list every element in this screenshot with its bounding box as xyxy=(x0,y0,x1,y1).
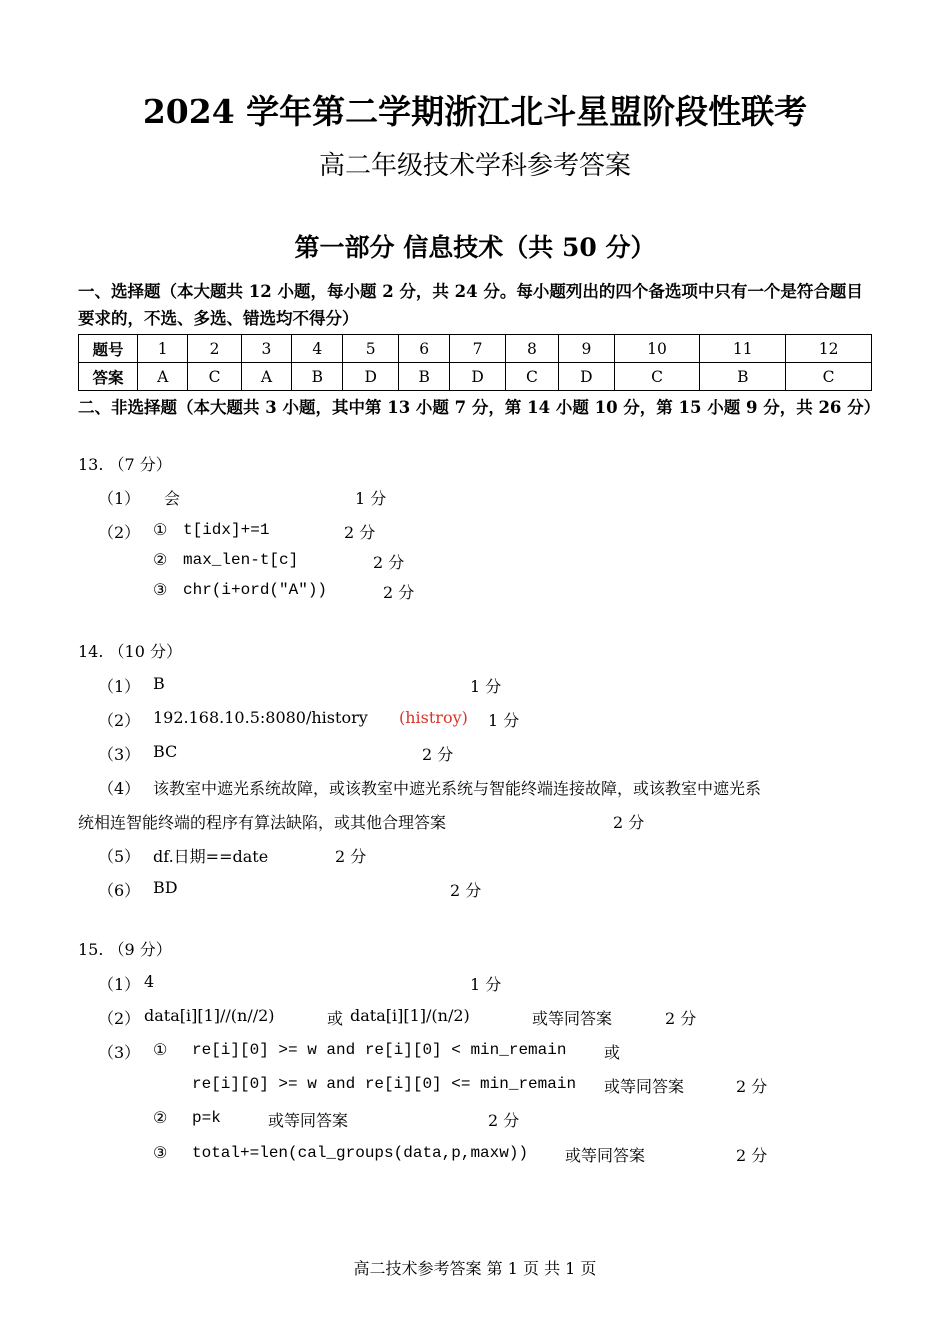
q15-p3-line2: re[i][0] >= w and re[i][0] <= min_remain xyxy=(192,1075,577,1093)
table-cell: B xyxy=(700,363,786,391)
q15-p3-equiv1: 或等同答案 xyxy=(604,1077,685,1096)
q14-p5-label: （5） xyxy=(98,847,141,866)
q15-p3-answer2: p=k xyxy=(192,1109,221,1127)
q15-p1-score: 1 分 xyxy=(470,975,502,994)
q15-p3-equiv2: 或等同答案 xyxy=(268,1111,349,1130)
q13-p2-score3: 2 分 xyxy=(383,583,415,602)
row-label-numbers: 题号 xyxy=(79,335,138,363)
q15-p3-score3: 2 分 xyxy=(736,1146,768,1165)
table-cell: C xyxy=(786,363,872,391)
q13-p2-mark3: ③ xyxy=(153,580,168,599)
q15-p3-equiv3: 或等同答案 xyxy=(565,1146,646,1165)
q14-p3-score: 2 分 xyxy=(422,745,454,764)
table-cell: C xyxy=(614,363,700,391)
q13-p2-answer3: chr(i+ord("A")) xyxy=(183,581,328,599)
q13-p2-mark2: ② xyxy=(153,550,168,569)
q13-p2-score2: 2 分 xyxy=(373,553,405,572)
q14-p4-line1: 该教室中遮光系统故障，或该教室中遮光系统与智能终端连接故障，或该教室中遮光系 xyxy=(153,779,762,798)
q14-p5-score: 2 分 xyxy=(335,847,367,866)
q15-p2-equiv: 或等同答案 xyxy=(532,1009,613,1028)
table-cell: C xyxy=(188,363,241,391)
q15-p2-answer-b: data[i][1]/(n/2) xyxy=(350,1006,470,1025)
q14-p5-answer: df.日期==date xyxy=(153,847,269,866)
q13-p1-score: 1 分 xyxy=(355,489,387,508)
table-cell: D xyxy=(559,363,615,391)
q14-p2-alt: (histroy) xyxy=(399,708,468,727)
table-cell: A xyxy=(241,363,291,391)
section2-heading: 二、非选择题（本大题共 3 小题，其中第 13 小题 7 分，第 14 小题 10 分，第 15 小题 9 分，共 26 分） xyxy=(78,398,881,417)
q13-p1-label: （1） xyxy=(98,489,141,508)
page-footer: 高二技术参考答案 第 1 页 共 1 页 xyxy=(353,1259,597,1278)
table-row-answers xyxy=(79,363,872,391)
table-cell: 6 xyxy=(399,335,450,363)
table-cell: B xyxy=(399,363,450,391)
table-cell: D xyxy=(343,363,399,391)
q15-p2-answer-a: data[i][1]//(n//2) xyxy=(144,1006,275,1025)
q13-p2-score1: 2 分 xyxy=(344,523,376,542)
table-cell: D xyxy=(450,363,506,391)
table-cell: 9 xyxy=(559,335,615,363)
table-cell: 8 xyxy=(505,335,558,363)
q15-p3-answer3: total+=len(cal_groups(data,p,maxw)) xyxy=(192,1144,529,1162)
table-cell: A xyxy=(138,363,188,391)
q14-p3-label: （3） xyxy=(98,745,141,764)
table-cell: 2 xyxy=(188,335,241,363)
q14-p2-label: （2） xyxy=(98,711,141,730)
table-cell: 12 xyxy=(786,335,872,363)
table-cell: 3 xyxy=(241,335,291,363)
table-cell: 5 xyxy=(343,335,399,363)
q15-p3-mark3: ③ xyxy=(153,1143,168,1162)
q15-p2-label: （2） xyxy=(98,1009,141,1028)
q13-p2-answer1: t[idx]+=1 xyxy=(183,521,270,539)
q15-header: 15. （9 分） xyxy=(78,940,172,959)
table-cell: 10 xyxy=(614,335,700,363)
table-cell: B xyxy=(292,363,343,391)
q14-p6-answer: BD xyxy=(153,878,178,897)
q13-p2-label: （2） xyxy=(98,523,141,542)
q14-p4-label: （4） xyxy=(98,779,141,798)
part-title: 第一部分 信息技术（共 50 分） xyxy=(294,233,656,262)
q14-p6-score: 2 分 xyxy=(450,881,482,900)
q15-p3-line1: re[i][0] >= w and re[i][0] < min_remain xyxy=(192,1041,567,1059)
q15-p2-or: 或 xyxy=(327,1009,344,1028)
section1-heading: 一、选择题（本大题共 12 小题，每小题 2 分，共 24 分。每小题列出的四个备选项中只有一个是符合题目要求的，不选、多选、错选均不得分） xyxy=(78,282,863,328)
table-cell: C xyxy=(505,363,558,391)
q14-p2-answer: 192.168.10.5:8080/history xyxy=(153,708,368,727)
q14-p1-label: （1） xyxy=(98,677,141,696)
q15-p1-label: （1） xyxy=(98,975,141,994)
table-cell: 11 xyxy=(700,335,786,363)
q15-p3-score2: 2 分 xyxy=(488,1111,520,1130)
q15-p3-label: （3） xyxy=(98,1043,141,1062)
q15-p3-mark2: ② xyxy=(153,1108,168,1127)
q15-p3-or: 或 xyxy=(604,1043,621,1062)
table-cell: 7 xyxy=(450,335,506,363)
q13-header: 13. （7 分） xyxy=(78,455,172,474)
q15-p2-score: 2 分 xyxy=(665,1009,697,1028)
q15-p3-score1: 2 分 xyxy=(736,1077,768,1096)
q13-p1-answer: 会 xyxy=(164,489,181,508)
table-cell: 1 xyxy=(138,335,188,363)
q13-p2-answer2: max_len-t[c] xyxy=(183,551,299,569)
q14-p1-score: 1 分 xyxy=(470,677,502,696)
q14-p6-label: （6） xyxy=(98,881,141,900)
q13-p2-mark1: ① xyxy=(153,520,168,539)
document-title: 2024 学年第二学期浙江北斗星盟阶段性联考 xyxy=(142,92,808,131)
row-label-answers: 答案 xyxy=(79,363,138,391)
q14-p4-score: 2 分 xyxy=(613,813,645,832)
document-subtitle: 高二年级技术学科参考答案 xyxy=(318,151,631,181)
q14-p4-line2: 统相连智能终端的程序有算法缺陷，或其他合理答案 xyxy=(78,813,447,832)
table-row-numbers xyxy=(79,335,872,363)
q14-p3-answer: BC xyxy=(153,742,178,761)
table-cell: 4 xyxy=(292,335,343,363)
answer-table xyxy=(78,334,872,391)
q14-header: 14. （10 分） xyxy=(78,642,182,661)
q15-p1-answer: 4 xyxy=(144,972,155,991)
q15-p3-mark1: ① xyxy=(153,1040,168,1059)
q14-p1-answer: B xyxy=(153,674,165,693)
q14-p2-score: 1 分 xyxy=(488,711,520,730)
